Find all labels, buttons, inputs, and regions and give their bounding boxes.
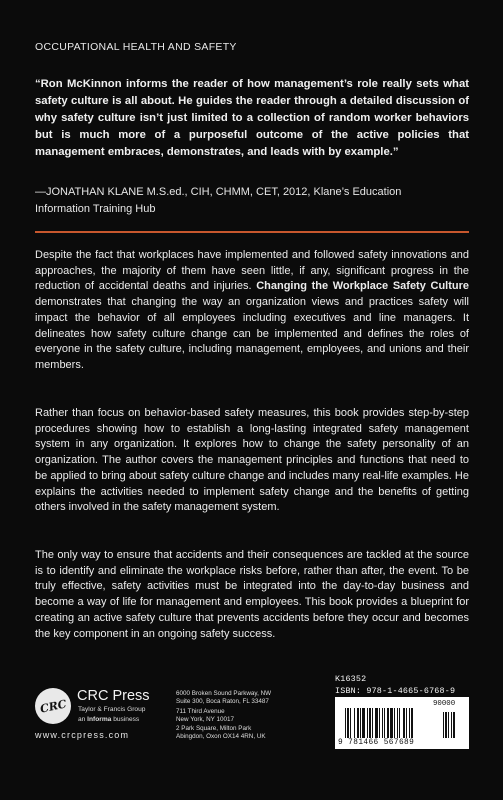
barcode-bar [390,708,393,738]
barcode-addon-bar [448,712,449,738]
crc-logo [35,688,71,724]
category-label: OCCUPATIONAL HEALTH AND SAFETY [35,41,237,53]
description-paragraph-2: Rather than focus on behavior-based safety measures, this book provides step-by-step procedures showing how to establish a long-lasting integrated safety management system in any organization. It explores how to change the safety personality of an organization. The author covers the management principles and functions that need to be applied to bring about safety culture change and includes many real-life examples. He explains the activities needed to implement safety change and the benefits of getting others involved in the safety management system. [35,407,469,514]
address-line: Suite 300, Boca Raton, FL 33487 [176,698,269,706]
address-florida [176,690,331,706]
barcode-bar [350,708,351,738]
publisher-name: CRC Press [77,688,150,704]
barcode-bar [406,708,407,738]
barcode-bar [347,708,349,738]
book-title: Changing the Workplace Safety Culture [256,280,469,293]
tagline-brand: Informa [87,716,112,723]
barcode-bar [375,708,378,738]
barcode-bar [411,708,413,738]
barcode-bar [379,708,380,738]
barcode-addon-bar [445,712,447,738]
barcode-addon-bar [443,712,444,738]
p1-rest: demonstrates that changing the way an organization views and practices safety will impact the behavior of all employees including executives and line managers. It delineates how safety culture change can be implemented and defines the roles of everyone in the safety culture, including management, employees, and unions and their members. [35,296,469,371]
endorsement-attribution [35,184,475,218]
attribution-line-2: Information Training Hub [35,203,156,215]
address-line: New York, NY 10017 [176,716,234,724]
barcode-bar [369,708,371,738]
p1-intro: Despite the fact that workplaces have implemented and followed safety innovations and approaches, the majority of them have seen little, if any, significant progress in the reduction of accidental deaths and injuries. [35,249,469,293]
barcode-bar [403,708,405,738]
endorsement-quote: “Ron McKinnon informs the reader of how management’s role really sets what safety culture is all about. He guides the reader through a detailed discussion of why safety culture isn’t just limited to a collection of random worker behaviors but is much more of a purposeful outcome of the active policies that management embraces, demonstrates, and leads with by example.” [35,78,469,158]
barcode-bar [394,708,395,738]
address-new-york [176,708,331,724]
barcode-addon-bar [453,712,455,738]
publisher-tagline [78,716,139,723]
description-paragraph-3: The only way to ensure that accidents and their consequences are tackled at the source is to identify and eliminate the workplace risks before, rather than after, the event. To be truly effective, safety activities must be integrated into the day-to-day business and become a way of life for management and employees. This book provides a blueprint for creating an active safety culture that prevents accidents before they occur and becomes the key component in an ongoing safety success. [35,549,469,640]
address-line: 6000 Broken Sound Parkway, NW [176,690,272,697]
barcode-bar [387,708,389,738]
barcode-bar [399,708,400,738]
tagline-prefix: an [78,716,88,723]
barcode-bar [382,708,383,738]
catalog-number: K16352 [335,674,367,684]
barcode-bar [384,708,385,738]
publisher-group: Taylor & Francis Group [78,706,146,713]
barcode-bar [362,708,365,738]
publisher-website: www.crcpress.com [35,730,130,740]
attribution-line-1: —JONATHAN KLANE M.S.ed., CIH, CHMM, CET, 2012, Klane’s Education [35,186,402,198]
barcode-bar [397,708,398,738]
barcode-icon [343,708,463,738]
tagline-suffix: business [111,716,140,723]
barcode-bar [409,708,410,738]
crc-logo-text: CRC [38,696,68,716]
description-paragraph-1 [35,248,469,374]
barcode-bar [354,708,355,738]
barcode-bar [357,708,359,738]
section-divider [35,231,469,233]
address-line: 2 Park Square, Milton Park [176,725,252,732]
address-uk [176,725,331,741]
isbn-label: ISBN: 978-1-4665-6768-9 [335,686,456,696]
barcode-bar [345,708,346,738]
barcode-bar [360,708,361,738]
address-line: 711 Third Avenue [176,708,225,715]
barcode-digits: 9 781466 567689 [338,739,415,747]
barcode-addon-bar [451,712,452,738]
barcode-bar [372,708,373,738]
barcode-bar [367,708,368,738]
price-code: 90000 [433,700,456,708]
address-line: Abingdon, Oxon OX14 4RN, UK [176,733,266,741]
